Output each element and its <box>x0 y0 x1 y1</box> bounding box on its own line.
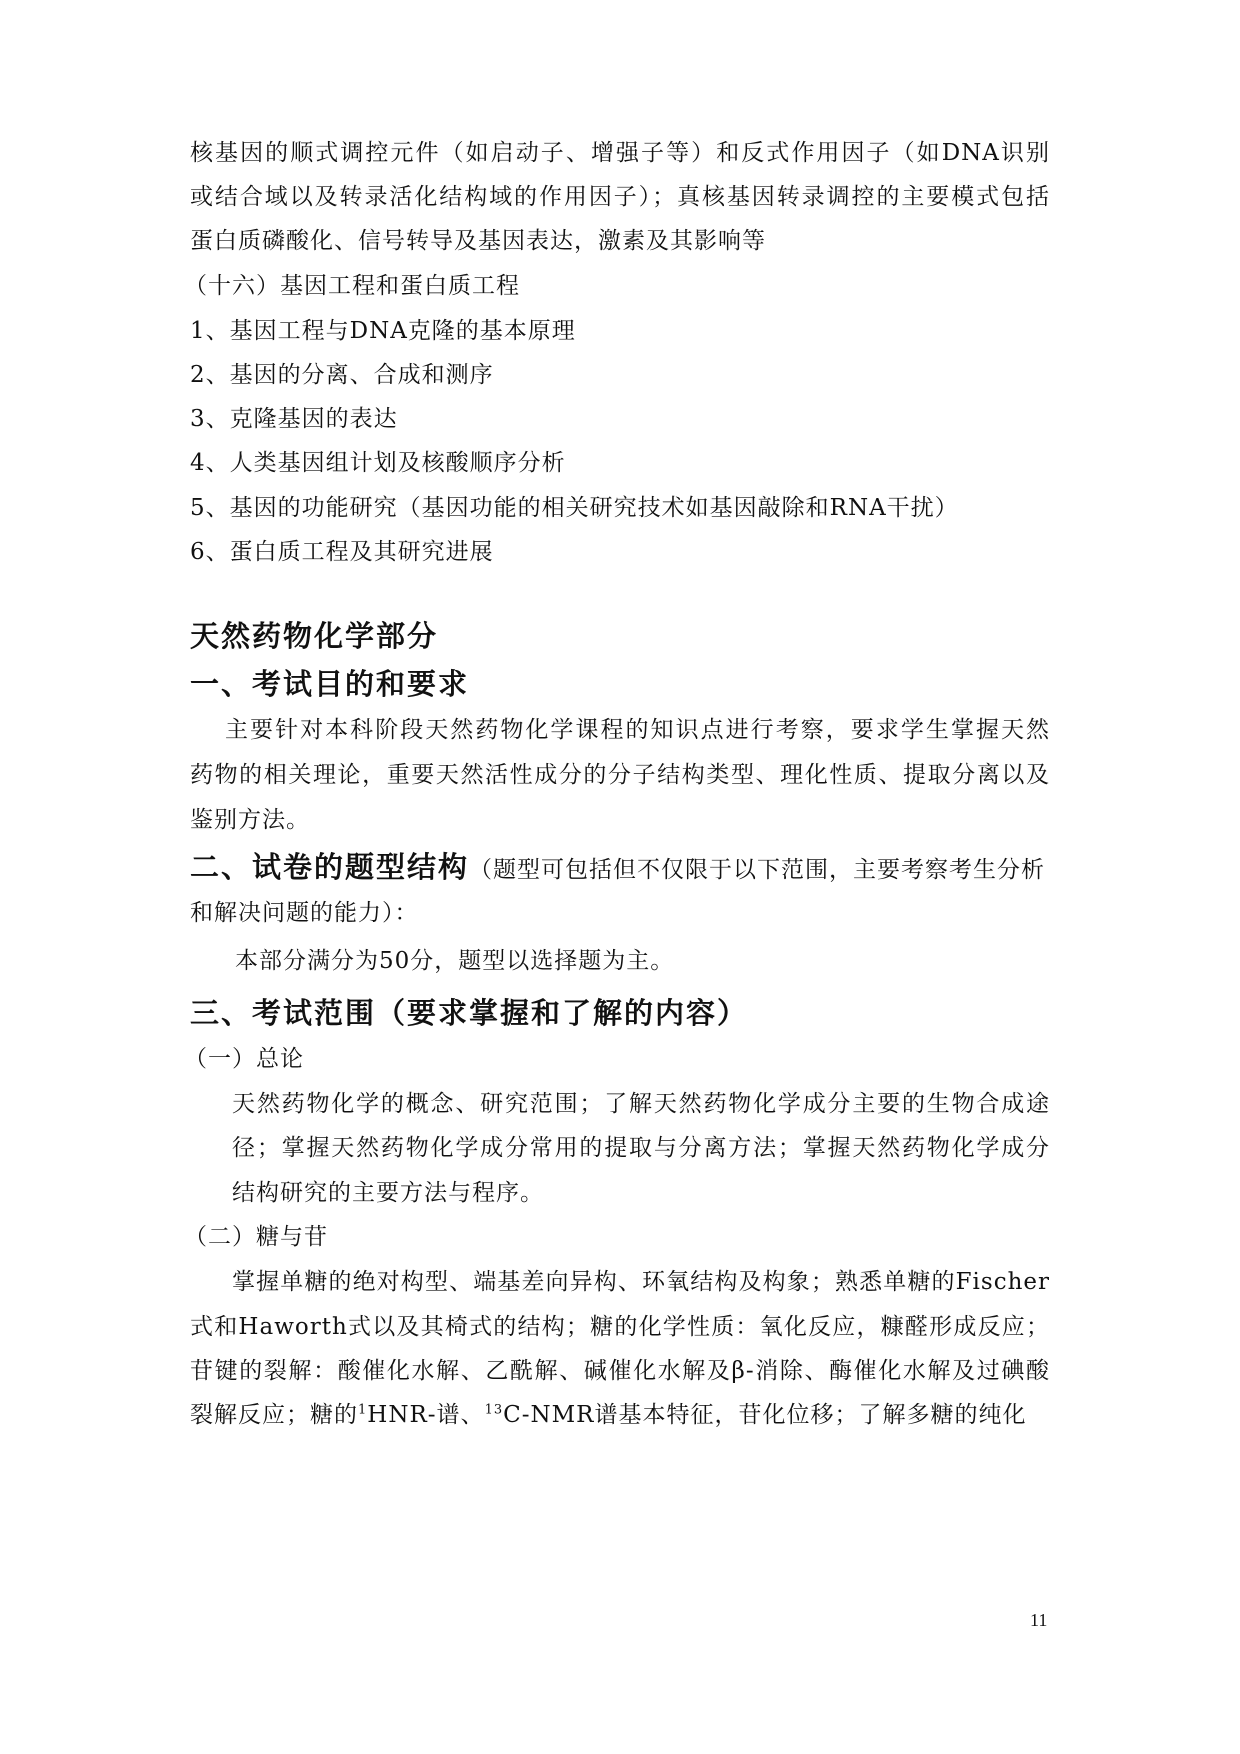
list-item: 1、基因工程与DNA克隆的基本原理 <box>190 318 576 344</box>
paragraph-line: 主要针对本科阶段天然药物化学课程的知识点进行考察，要求学生掌握天然 <box>225 717 1050 743</box>
list-item: 3、克隆基因的表达 <box>190 406 398 432</box>
heading-two-note: （题型可包括但不仅限于以下范围，主要考察考生分析 <box>469 857 1046 883</box>
heading-one: 一、考试目的和要求 <box>190 667 470 701</box>
heading-two-note-continued: 和解决问题的能力）： <box>190 900 419 926</box>
paragraph-line: 药物的相关理论，重要天然活性成分的分子结构类型、理化性质、提取分离以及 <box>190 762 1050 788</box>
subsection-heading: （二）糖与苷 <box>184 1224 328 1250</box>
text-run: 裂解反应；糖的 <box>190 1402 358 1428</box>
text-run: C-NMR谱基本特征，苷化位移；了解多糖的纯化 <box>503 1402 1027 1428</box>
section-title: 天然药物化学部分 <box>190 619 439 653</box>
paragraph-line: 径；掌握天然药物化学成分常用的提取与分离方法；掌握天然药物化学成分 <box>232 1135 1050 1161</box>
paragraph-line: 鉴别方法。 <box>190 807 310 833</box>
paragraph-line: 结构研究的主要方法与程序。 <box>232 1180 544 1206</box>
paragraph-line: 式和Haworth式以及其椅式的结构；糖的化学性质：氧化反应，糠醛形成反应； <box>190 1314 1050 1340</box>
heading-three: 三、考试范围（要求掌握和了解的内容） <box>190 996 749 1030</box>
list-item: 2、基因的分离、合成和测序 <box>190 362 494 388</box>
text-line: 或结合域以及转录活化结构域的作用因子）；真核基因转录调控的主要模式包括 <box>190 184 1050 210</box>
page-number: 11 <box>1030 1610 1048 1630</box>
score-line: 本部分满分为50分，题型以选择题为主。 <box>235 948 675 974</box>
subsection-heading: （一）总论 <box>184 1046 304 1072</box>
text-run: HNR-谱、 <box>367 1402 485 1428</box>
heading-two-line <box>190 849 1050 885</box>
heading-two: 二、试卷的题型结构 <box>190 850 470 884</box>
paragraph-line: 掌握单糖的绝对构型、端基差向异构、环氧结构及构象；熟悉单糖的Fischer <box>232 1269 1050 1295</box>
paragraph-line: 苷键的裂解：酸催化水解、乙酰解、碱催化水解及β-消除、酶催化水解及过碘酸 <box>190 1358 1050 1384</box>
superscript: 13 <box>484 1402 504 1418</box>
list-item: 6、蛋白质工程及其研究进展 <box>190 539 494 565</box>
paragraph-line: 天然药物化学的概念、研究范围；了解天然药物化学成分主要的生物合成途 <box>232 1091 1050 1117</box>
list-item: 4、人类基因组计划及核酸顺序分析 <box>190 450 566 476</box>
subsection-heading: （十六）基因工程和蛋白质工程 <box>184 273 520 299</box>
superscript: 1 <box>358 1402 368 1418</box>
text-line: 核基因的顺式调控元件（如启动子、增强子等）和反式作用因子（如DNA识别 <box>190 140 1050 166</box>
list-item: 5、基因的功能研究（基因功能的相关研究技术如基因敲除和RNA干扰） <box>190 495 959 521</box>
paragraph-line <box>190 1400 1050 1430</box>
text-line: 蛋白质磷酸化、信号转导及基因表达，激素及其影响等 <box>190 228 766 254</box>
